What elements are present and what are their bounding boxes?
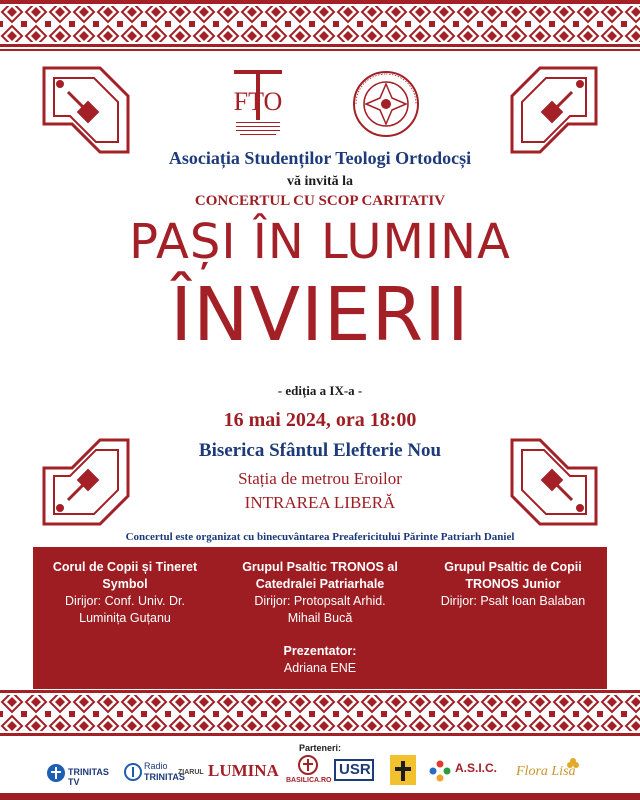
- partner-lumina-text: LUMINA: [208, 761, 279, 780]
- partner-ziarul-lumina: [178, 755, 278, 789]
- partner-ziarul-text: ZIARUL: [178, 769, 204, 776]
- partner-flora-lisa-text: Flora Lisa: [516, 764, 576, 779]
- performer-3-name-line-2: TRONOS Junior: [465, 577, 561, 591]
- association-seal-logo: [352, 70, 420, 138]
- partner-usr: [334, 755, 378, 789]
- presenter-block: [33, 643, 607, 677]
- performer-2-name-line-1: Grupul Psaltic TRONOS al: [242, 560, 398, 574]
- partner-asic: [428, 755, 508, 789]
- partner-cross: [390, 755, 420, 789]
- cross-icon: [390, 755, 416, 785]
- performer-3: [421, 559, 605, 610]
- partner-asic-text: A.S.I.C.: [455, 761, 498, 775]
- title-line-1: PAȘI ÎN LUMINA: [129, 214, 511, 270]
- performer-2-conductor-line-2: Mihail Bucă: [287, 611, 353, 625]
- metro-station: Stația de metrou Eroilor: [238, 469, 402, 488]
- invite-text: vă invită la: [286, 174, 354, 189]
- asic-icon: [428, 759, 452, 783]
- fto-logo: [226, 68, 290, 140]
- performer-3-conductor-line-1: Dirijor: Psalt Ioan Balaban: [440, 594, 586, 608]
- presenter-label: Prezentator:: [283, 644, 357, 658]
- title-line-2: ÎNVIERII: [170, 272, 470, 358]
- partner-basilica: [286, 755, 334, 789]
- partner-trinitas-tv: [46, 755, 118, 789]
- partner-trinitas-tv-text: TRINITAS TV: [68, 767, 109, 787]
- partners-row: [40, 755, 600, 789]
- performer-2-conductor-line-1: Dirijor: Protopsalt Arhid.: [254, 594, 386, 608]
- concert-type: CONCERTUL CU SCOP CARITATIV: [194, 193, 446, 209]
- performer-1: [35, 559, 215, 627]
- performer-2-name-line-2: Catedralei Patriarhale: [255, 577, 385, 591]
- bottom-strip: [0, 793, 640, 800]
- partner-basilica-text: BASILICA.RO: [286, 777, 332, 784]
- performer-1-name-line-1: Corul de Copii și Tineret: [52, 560, 198, 574]
- presenter-name: Adriana ENE: [283, 661, 357, 675]
- free-entry: INTRAREA LIBERĂ: [244, 493, 396, 512]
- edition-text: - ediția a IX-a -: [277, 383, 363, 398]
- performer-1-conductor-line-1: Dirijor: Conf. Univ. Dr.: [65, 594, 185, 608]
- event-venue: Biserica Sfântul Elefterie Nou: [198, 440, 442, 461]
- fto-letters: FTO: [233, 87, 283, 116]
- bottom-border-band: [0, 690, 640, 738]
- event-date: 16 mai 2024, ora 18:00: [223, 409, 417, 431]
- performer-1-name-line-2: Symbol: [102, 577, 148, 591]
- top-border-band: [0, 0, 640, 54]
- partner-flora-lisa: [516, 755, 594, 789]
- performer-1-conductor-line-2: Luminița Guțanu: [79, 611, 171, 625]
- partner-radio-trinitas-top: Radio: [144, 761, 168, 771]
- performer-2: [228, 559, 412, 627]
- blessing-note: Concertul este organizat cu binecuvântarea Preafericitului Părinte Patriarh Daniel: [125, 531, 515, 543]
- performers-panel: [33, 547, 607, 689]
- corner-ornament-top-right: [508, 64, 600, 161]
- radio-trinitas-icon: [124, 763, 142, 781]
- partner-usr-text: USR: [339, 761, 371, 778]
- partner-radio-trinitas-bottom: TRINITAS: [144, 772, 185, 782]
- partners-label: Parteneri:: [298, 743, 342, 753]
- performer-3-name-line-1: Grupul Psaltic de Copii: [444, 560, 582, 574]
- basilica-icon: [298, 755, 318, 775]
- trinitas-tv-icon: [46, 763, 66, 783]
- association-name: Asociația Studenților Teologi Ortodocși: [168, 148, 472, 168]
- corner-ornament-top-left: [40, 64, 132, 161]
